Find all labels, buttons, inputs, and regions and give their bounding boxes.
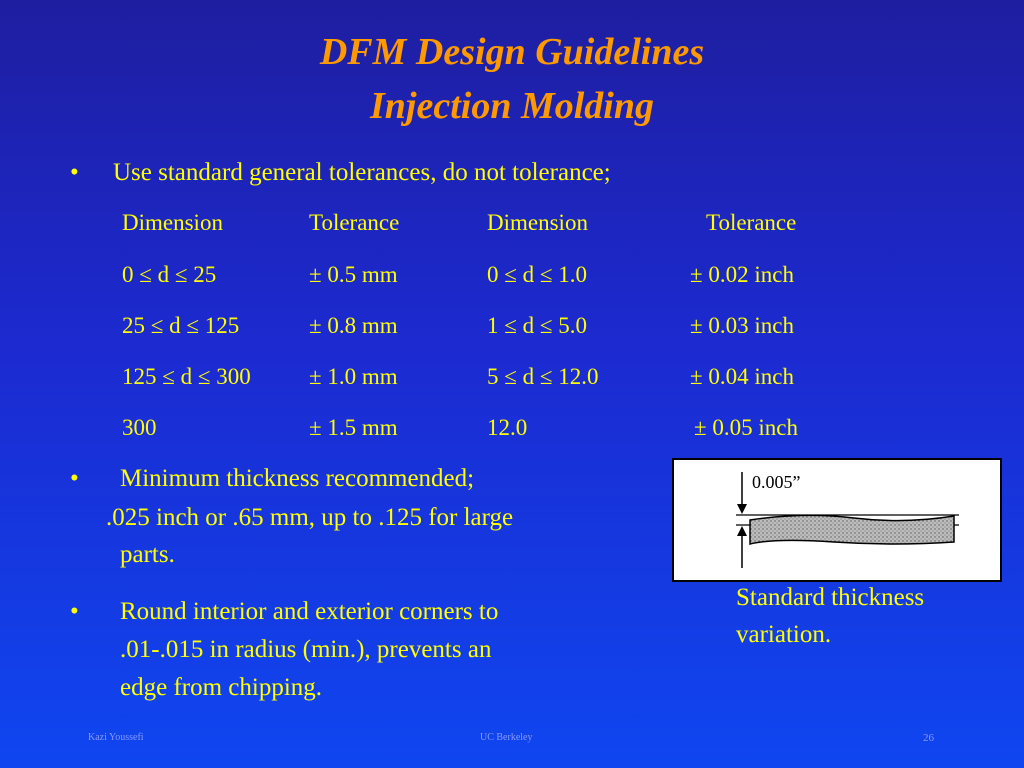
footer-author: Kazi Youssefi	[88, 732, 144, 743]
figure-caption-line2: variation.	[736, 621, 832, 648]
table-cell: ± 0.05 inch	[694, 415, 798, 440]
thickness-variation-figure	[672, 458, 1002, 582]
footer-institution: UC Berkeley	[480, 732, 533, 743]
bullet-marker-3: •	[70, 598, 79, 625]
table-header-tolerance-mm: Tolerance	[309, 210, 400, 235]
table-cell: 300	[122, 415, 157, 440]
table-cell: ± 0.5 mm	[309, 262, 398, 287]
table-cell: ± 0.02 inch	[690, 262, 794, 287]
figure-caption-line1: Standard thickness	[736, 584, 925, 611]
footer-page-number: 26	[923, 732, 934, 744]
bullet-marker-1: •	[70, 159, 79, 186]
slide-title-line1: DFM Design Guidelines	[319, 31, 705, 73]
table-cell: 12.0	[487, 415, 528, 440]
bullet-1-text: Use standard general tolerances, do not tolerance;	[113, 159, 611, 186]
table-cell: 5 ≤ d ≤ 12.0	[487, 364, 599, 389]
bullet-3-line3: edge from chipping.	[120, 674, 323, 701]
table-cell: ± 0.04 inch	[690, 364, 794, 389]
table-cell: 0 ≤ d ≤ 25	[122, 262, 217, 287]
table-cell: ± 1.0 mm	[309, 364, 398, 389]
slide-title-line2: Injection Molding	[370, 85, 654, 127]
table-header-dimension-mm: Dimension	[122, 210, 223, 235]
table-cell: ± 0.8 mm	[309, 313, 398, 338]
bullet-marker-2: •	[70, 465, 79, 492]
table-header-tolerance-inch: Tolerance	[706, 210, 797, 235]
bullet-2-line2: .025 inch or .65 mm, up to .125 for large	[106, 504, 514, 531]
table-cell: 1 ≤ d ≤ 5.0	[487, 313, 587, 338]
table-header-dimension-inch: Dimension	[487, 210, 588, 235]
thickness-label: 0.005”	[752, 472, 801, 492]
bullet-2-line1: Minimum thickness recommended;	[120, 465, 475, 492]
bullet-3-line2: .01-.015 in radius (min.), prevents an	[120, 636, 492, 663]
part-cross-section	[750, 515, 954, 544]
arrow-down-icon	[737, 504, 747, 514]
table-cell: 125 ≤ d ≤ 300	[122, 364, 251, 389]
table-cell: 0 ≤ d ≤ 1.0	[487, 262, 587, 287]
bullet-3-line1: Round interior and exterior corners to	[120, 598, 499, 625]
table-cell: 25 ≤ d ≤ 125	[122, 313, 240, 338]
arrow-up-icon	[737, 526, 747, 536]
bullet-2-line3: parts.	[120, 541, 175, 568]
table-cell: ± 0.03 inch	[690, 313, 794, 338]
thickness-diagram	[674, 460, 1000, 580]
table-cell: ± 1.5 mm	[309, 415, 398, 440]
